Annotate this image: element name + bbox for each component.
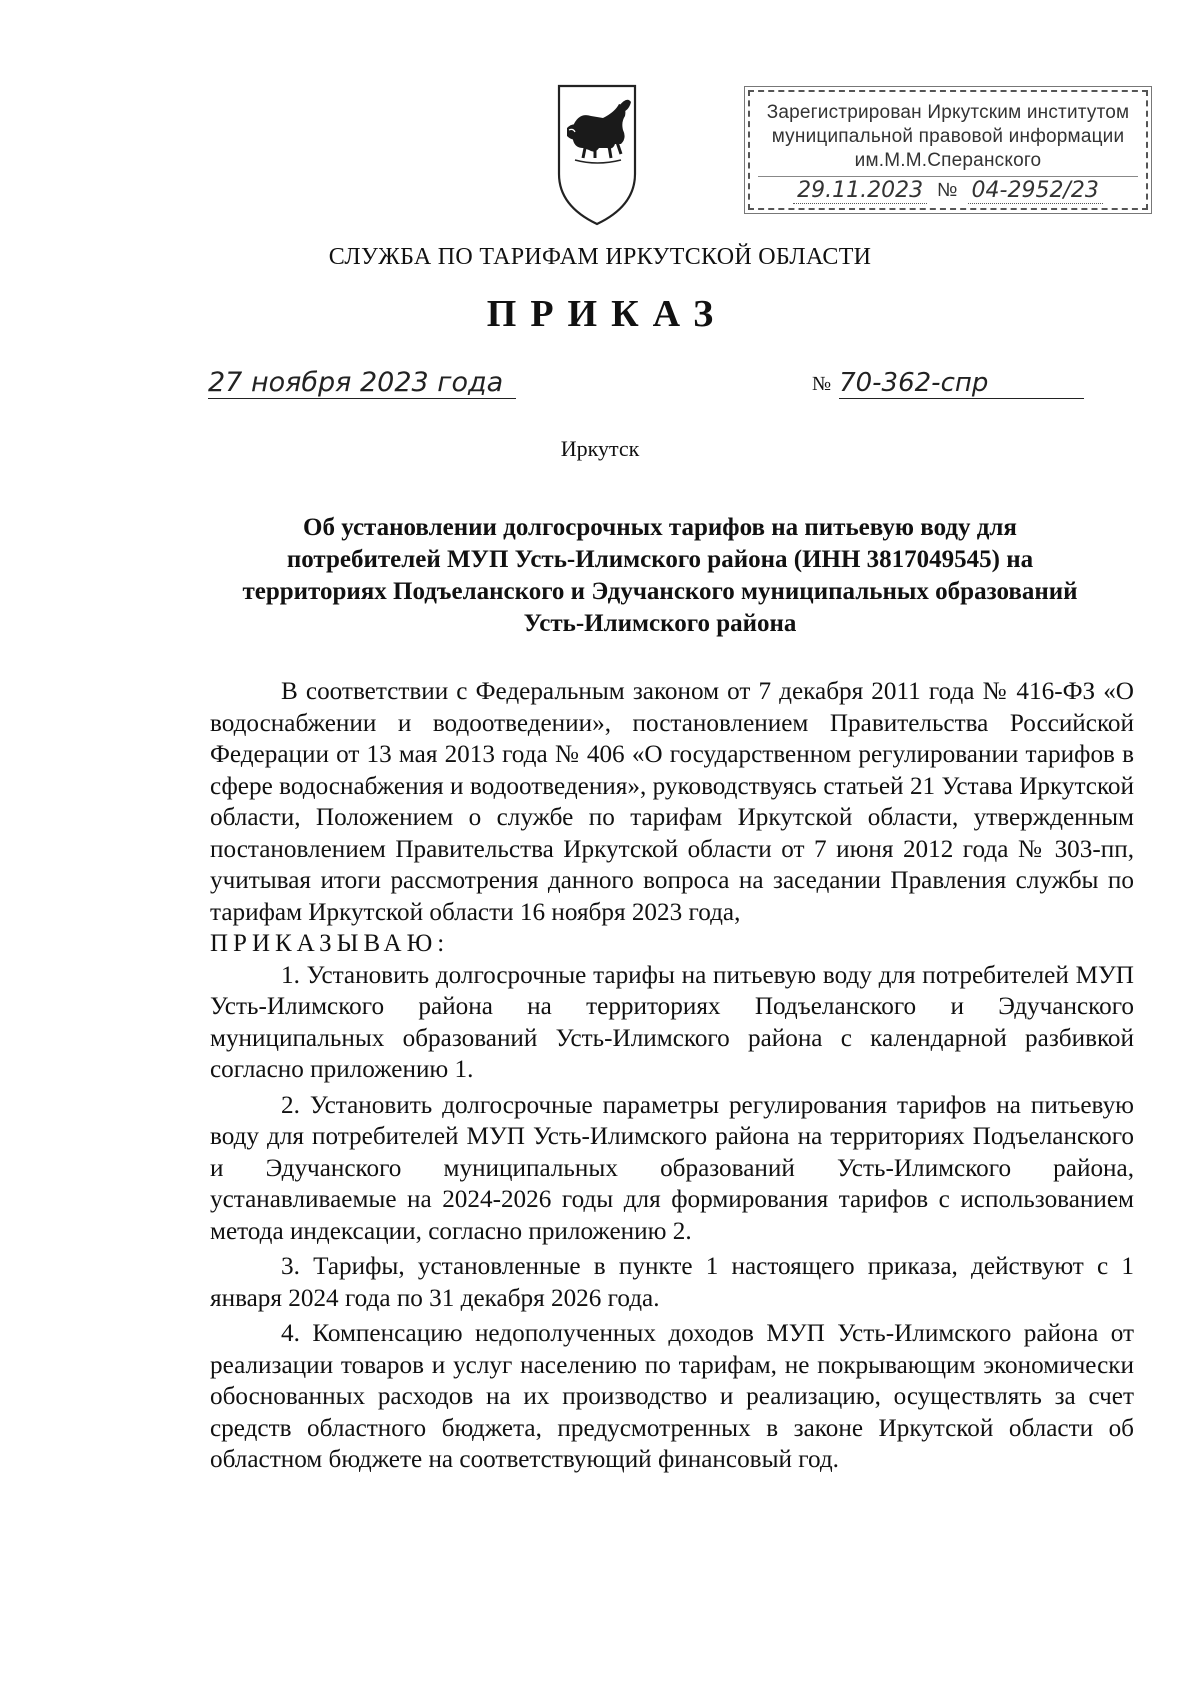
- order-date: 27 ноября 2023 года: [208, 368, 516, 399]
- number-sign: №: [812, 373, 832, 395]
- stamp-reg-number: 04-2952/23: [968, 178, 1103, 204]
- subject-line: Усть-Илимского района: [523, 610, 797, 637]
- decree-word: ПРИКАЗЫВАЮ:: [210, 930, 450, 957]
- stamp-registration: [758, 176, 1138, 205]
- order-subject: [180, 512, 1140, 640]
- stamp-line: им.М.М.Сперанского: [854, 150, 1042, 171]
- irkutsk-coat-of-arms-icon: [555, 82, 639, 228]
- order-body: [210, 676, 1134, 1476]
- subject-line: Об установлении долгосрочных тарифов на питьевую воду для: [303, 514, 1017, 541]
- order-item-1: 1. Установить долгосрочные тарифы на питьевую воду для потребителей МУП Усть-Илимского района на территориях Подъеланского и Эдучанского муниципальных образований Усть-Илимского района с календарной разбивкой согласно приложению 1.: [210, 961, 1134, 1083]
- document-type: ПРИКАЗ: [486, 293, 728, 335]
- registration-stamp: [748, 90, 1148, 210]
- stamp-line: Зарегистрирован Иркутским институтом: [766, 102, 1130, 123]
- order-item-2: 2. Установить долгосрочные параметры регулирования тарифов на питьевую воду для потребителей МУП Усть-Илимского района на территориях Подъеланского и Эдучанского муниципальных образований Усть-Илимского района, устанавливаемые на 2024-2026 годы для формирования тарифов с использованием метода индексации, согласно приложению 2.: [210, 1091, 1134, 1245]
- stamp-reg-date: 29.11.2023: [793, 178, 927, 204]
- order-item-3: 3. Тарифы, установленные в пункте 1 настоящего приказа, действуют с 1 января 2024 года по 31 декабря 2026 года.: [210, 1253, 1134, 1312]
- subject-line: территориях Подъеланского и Эдучанского муниципальных образований: [242, 578, 1078, 605]
- preamble-paragraph: В соответствии с Федеральным законом от 7 декабря 2011 года № 416-ФЗ «О водоснабжении и водоотведении», постановлением Правительства Российской Федерации от 13 мая 2013 года № 406 «О государственном регулировании тарифов в сфере водоснабжения и водоотведения», руководствуясь статьей 21 Устава Иркутской области, Положением о службе по тарифам Иркутской области, утвержденным постановлением Правительства Иркутской области от 7 июня 2012 года № 303-пп, учитывая итоги рассмотрения данного вопроса на заседании Правления службы по тарифам Иркутской области 16 ноября 2023 года,: [210, 678, 1134, 926]
- stamp-number-sign: №: [937, 180, 958, 201]
- stamp-line: муниципальной правовой информации: [771, 126, 1125, 147]
- order-number: 70-362-спр: [839, 368, 1084, 399]
- agency-name: СЛУЖБА ПО ТАРИФАМ ИРКУТСКОЙ ОБЛАСТИ: [328, 244, 872, 270]
- subject-line: потребителей МУП Усть-Илимского района (ИНН 3817049545) на: [286, 546, 1034, 573]
- order-number-field: [812, 368, 1084, 399]
- city: Иркутск: [560, 436, 640, 461]
- order-item-4: 4. Компенсацию недополученных доходов МУП Усть-Илимского района от реализации товаров и услуг населению по тарифам, не покрывающим экономически обоснованных расходов на их производство и реализацию, осуществлять за счет средств областного бюджета, предусмотренных в законе Иркутской области об областном бюджете на соответствующий финансовый год.: [210, 1320, 1134, 1473]
